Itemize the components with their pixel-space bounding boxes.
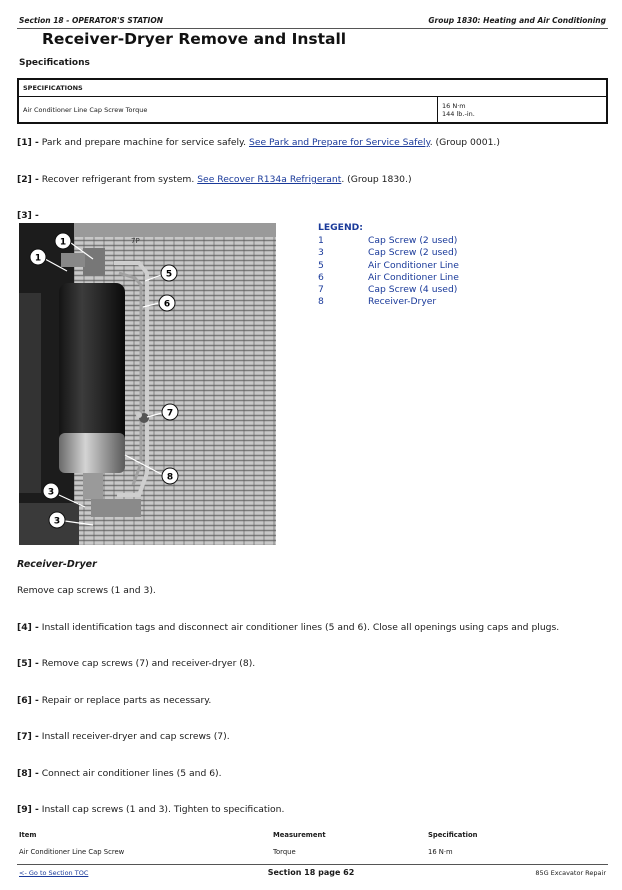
legend-title: LEGEND: xyxy=(318,222,363,233)
step-2-text: Recover refrigerant from system. xyxy=(38,174,198,185)
header-divider xyxy=(17,28,608,29)
group-header: Group 1830: Heating and Air Conditioning xyxy=(428,16,606,25)
legend-item: 8 Receiver-Dryer xyxy=(318,296,437,308)
legend-item: 5 Air Conditioner Line xyxy=(318,259,459,271)
step-2-after: . (Group 1830.) xyxy=(341,174,412,185)
footer-divider xyxy=(17,864,608,865)
svg-text:3: 3 xyxy=(47,487,55,498)
footer-table-specification-header: Specification xyxy=(428,831,478,839)
step-2 xyxy=(17,174,412,186)
step-9 xyxy=(17,804,284,816)
step-6 xyxy=(17,695,211,707)
specifications-table xyxy=(17,78,608,124)
step-1-text: Park and prepare machine for service safely. xyxy=(38,137,249,148)
legend-item: 3 Cap Screw (2 used) xyxy=(318,247,458,259)
spec-row-label: Air Conditioner Line Cap Screw Torque xyxy=(18,97,438,124)
step-9-number: [9] - xyxy=(17,804,39,815)
legend-item: 6 Air Conditioner Line xyxy=(318,271,459,283)
spec-value-imperial: 144 lb.-in. xyxy=(442,109,475,118)
step-7-number: [7] - xyxy=(17,731,39,742)
step-5-number: [5] - xyxy=(17,658,39,669)
svg-text:3: 3 xyxy=(53,516,61,527)
footer-table-measurement-cell: Torque xyxy=(273,848,296,856)
park-prepare-link[interactable]: See Park and Prepare for Service Safely xyxy=(249,137,430,148)
step-4 xyxy=(17,622,559,634)
section-header: Section 18 - OPERATOR'S STATION xyxy=(19,16,163,25)
legend-item: 7 Cap Screw (4 used) xyxy=(318,284,458,296)
svg-text:1: 1 xyxy=(59,237,67,248)
step-8-text: Connect air conditioner lines (5 and 6). xyxy=(38,768,222,779)
step-7 xyxy=(17,731,230,743)
recover-refrigerant-link[interactable]: See Recover R134a Refrigerant xyxy=(197,174,342,185)
step-6-text: Repair or replace parts as necessary. xyxy=(38,695,212,706)
step-8 xyxy=(17,768,222,780)
receiver-dryer-photo xyxy=(19,223,276,545)
svg-text:1: 1 xyxy=(34,253,42,264)
step-4-number: [4] - xyxy=(17,622,39,633)
legend-item: 1 Cap Screw (2 used) xyxy=(318,235,458,246)
step-9-text: Install cap screws (1 and 3). Tighten to specification. xyxy=(38,804,285,815)
spec-row-value xyxy=(438,97,608,124)
step-5 xyxy=(17,658,255,670)
step-1 xyxy=(17,137,500,149)
step-3 xyxy=(17,210,39,222)
svg-text:5: 5 xyxy=(165,269,173,280)
specifications-heading: Specifications xyxy=(19,58,90,68)
svg-text:6: 6 xyxy=(163,299,171,310)
footer-table-specification-cell: 16 N·m xyxy=(428,848,453,856)
spec-value-metric: 16 N·m xyxy=(442,101,466,110)
footer-table-item-cell: Air Conditioner Line Cap Screw xyxy=(19,848,125,856)
legend xyxy=(318,222,459,309)
section-toc-link[interactable]: <- Go to Section TOC xyxy=(19,869,89,877)
step-1-number: [1] - xyxy=(17,137,39,148)
photo-stamp-text: 7P xyxy=(131,237,140,245)
step-1-after: . (Group 0001.) xyxy=(429,137,500,148)
page-number: Section 18 page 62 xyxy=(267,868,355,877)
step-8-number: [8] - xyxy=(17,768,39,779)
receiver-dryer-heading: Receiver-Dryer xyxy=(17,559,97,570)
step-7-text: Install receiver-dryer and cap screws (7). xyxy=(38,731,230,742)
svg-text:8: 8 xyxy=(166,472,174,483)
footer-table-measurement-header: Measurement xyxy=(273,831,326,839)
page-title: Receiver-Dryer Remove and Install xyxy=(42,30,347,48)
step-6-number: [6] - xyxy=(17,695,39,706)
footer-table-item-header: Item xyxy=(19,831,37,839)
specifications-table-header: SPECIFICATIONS xyxy=(18,79,607,97)
manual-title: 85G Excavator Repair xyxy=(535,869,606,877)
step-3-number: [3] - xyxy=(17,210,39,221)
step-4-text: Install identification tags and disconnect air conditioner lines (5 and 6). Close all openings using caps and plugs. xyxy=(38,622,560,633)
svg-text:7: 7 xyxy=(166,408,174,419)
remove-cap-screws-text: Remove cap screws (1 and 3). xyxy=(17,585,156,596)
step-2-number: [2] - xyxy=(17,174,39,185)
step-5-text: Remove cap screws (7) and receiver-dryer (8). xyxy=(38,658,256,669)
